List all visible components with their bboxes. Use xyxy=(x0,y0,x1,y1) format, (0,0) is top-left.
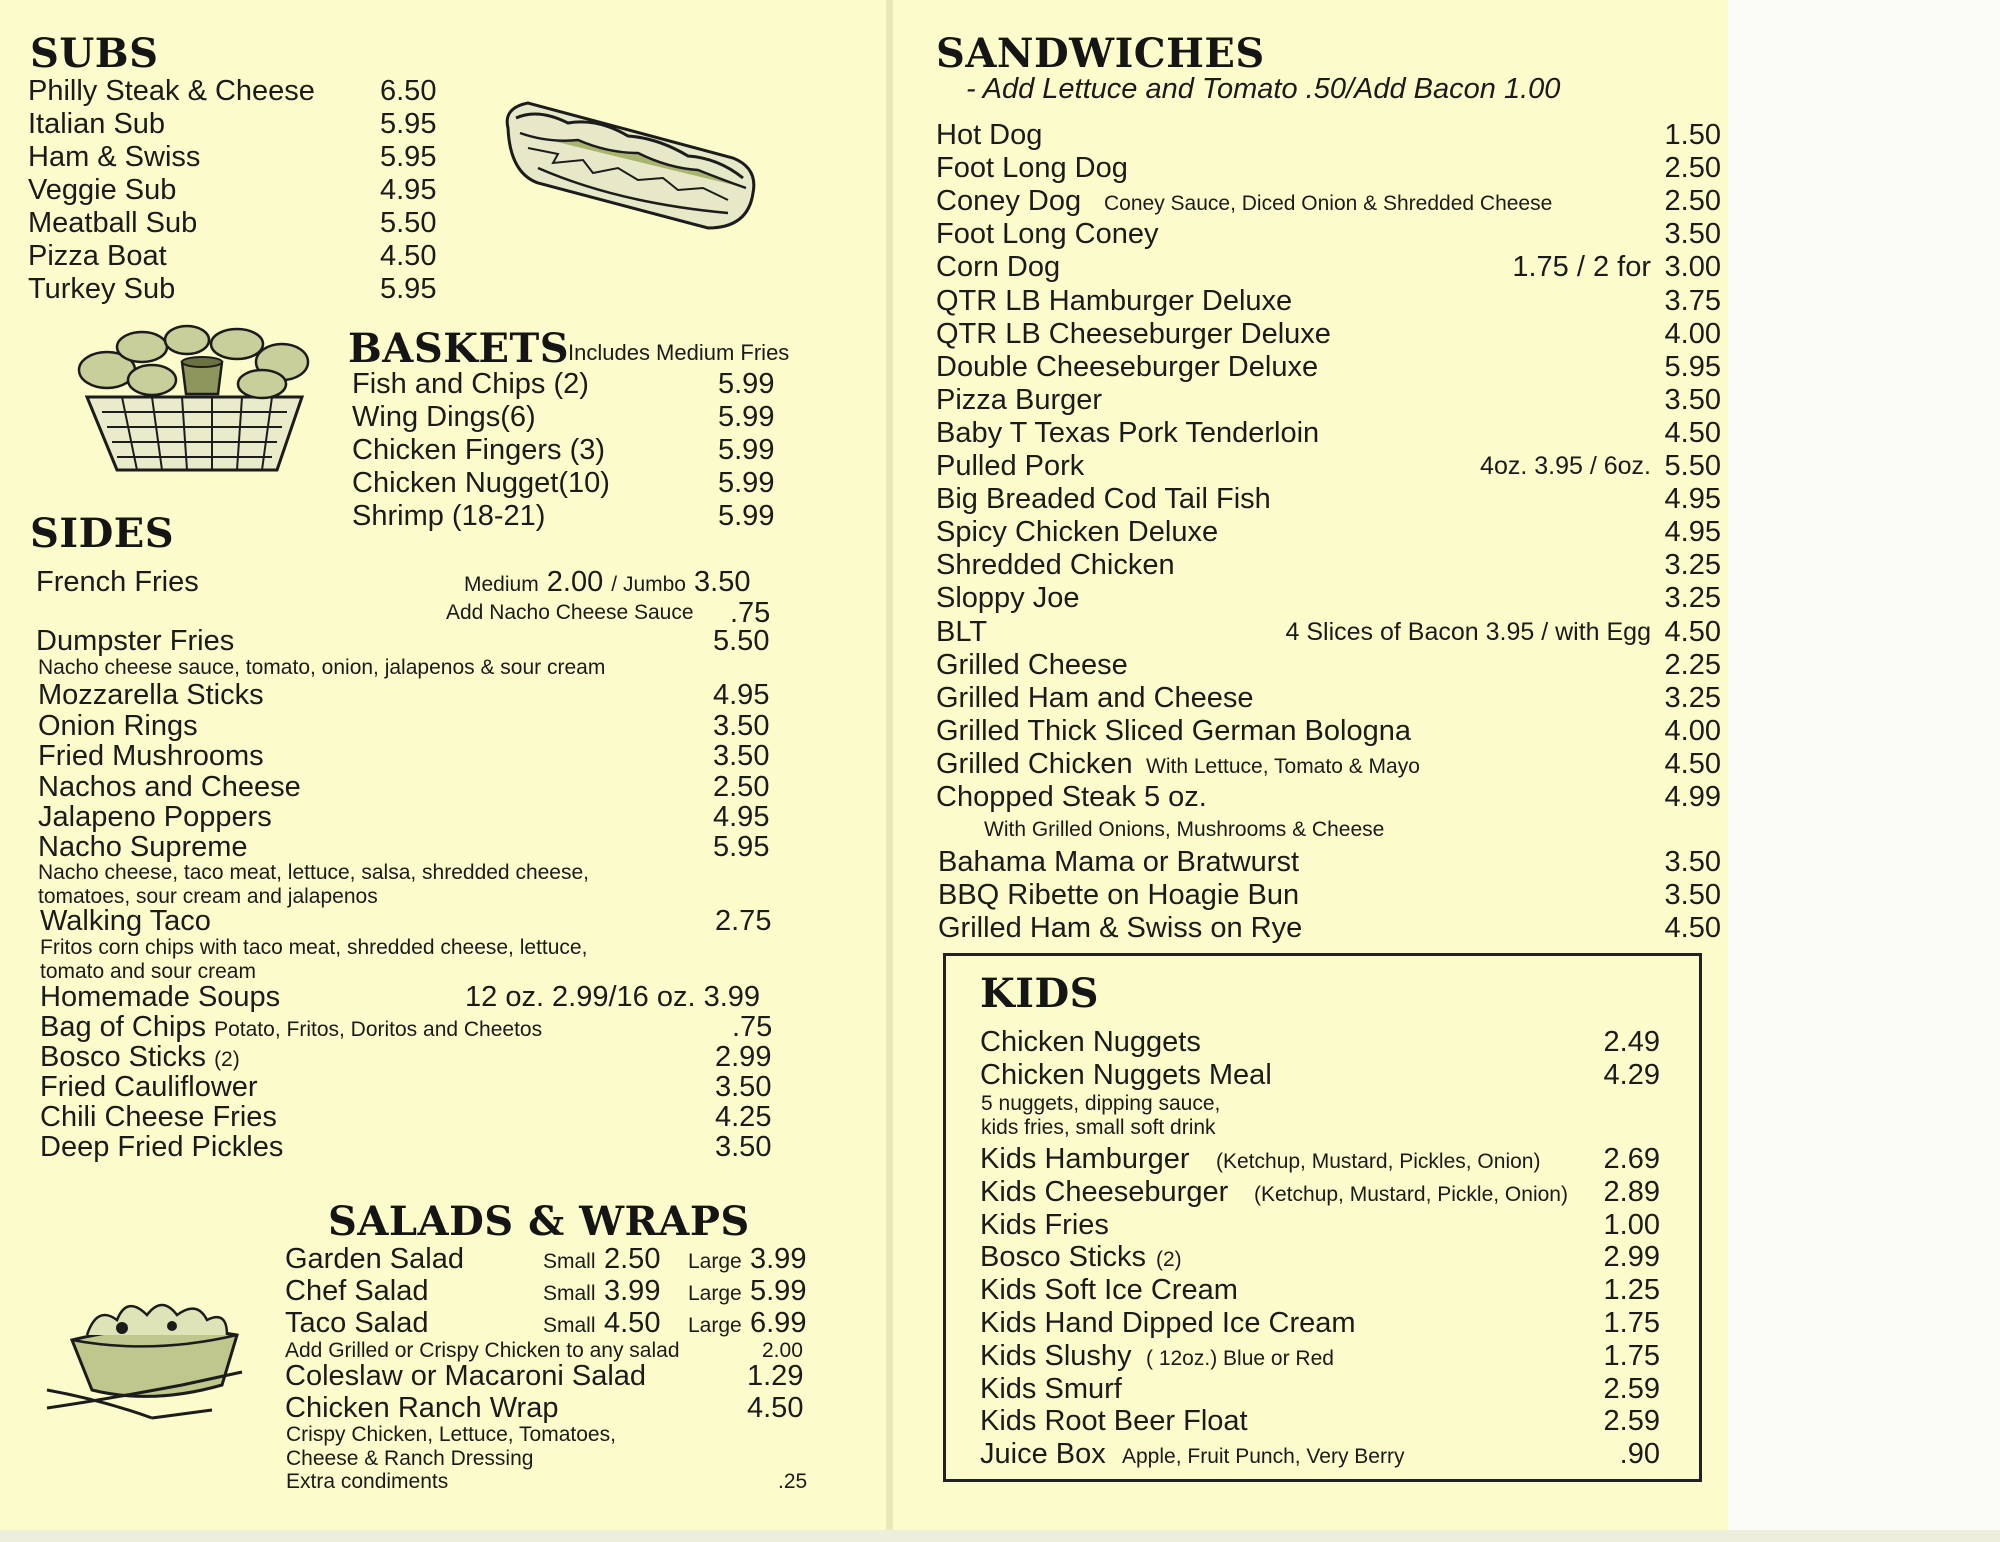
item-price: 5.95 xyxy=(1664,350,1721,383)
menu-item xyxy=(936,548,1721,582)
item-name: Taco Salad xyxy=(285,1307,429,1339)
item-price: 5.99 xyxy=(718,467,775,499)
size-label: Large xyxy=(688,1314,742,1337)
item-name: Dumpster Fries xyxy=(36,625,235,657)
item-description: Nacho cheese sauce, tomato, onion, jalapenos & sour cream xyxy=(38,656,606,679)
menu-item xyxy=(28,173,458,207)
item-price: 4.95 xyxy=(713,801,770,833)
subs-heading: SUBS xyxy=(30,30,159,77)
sandwiches-heading: SANDWICHES xyxy=(936,30,1265,77)
item-name: Kids Slushy xyxy=(980,1339,1132,1372)
item-price: 3.50 xyxy=(1664,383,1721,416)
item-price: 3.50 xyxy=(1664,879,1721,911)
item-name: Coleslaw or Macaroni Salad xyxy=(285,1360,647,1392)
item-name: Baby T Texas Pork Tenderloin xyxy=(936,416,1320,449)
item-price: 1.00 xyxy=(1603,1208,1660,1241)
item-price: 4.00 xyxy=(1664,317,1721,350)
sandwiches-subtitle: - Add Lettuce and Tomato .50/Add Bacon 1.00 xyxy=(966,73,1561,105)
item-price: .75 xyxy=(730,597,771,629)
item-price: 4.95 xyxy=(380,174,437,206)
menu-item xyxy=(285,1359,805,1393)
menu-item xyxy=(28,74,458,108)
item-price: 5.99 xyxy=(718,500,775,532)
item-name: Chicken Fingers (3) xyxy=(352,434,606,466)
item-price: 3.50 xyxy=(1664,846,1721,878)
item-price: 1.75 xyxy=(1603,1339,1660,1372)
item-detail: With Lettuce, Tomato & Mayo xyxy=(1146,754,1420,778)
menu-item xyxy=(28,272,458,306)
item-name: Juice Box xyxy=(980,1438,1106,1471)
item-description: tomatoes, sour cream and jalapenos xyxy=(38,885,378,908)
item-name: Chef Salad xyxy=(285,1275,429,1307)
menu-item xyxy=(38,770,778,804)
item-price: 2.69 xyxy=(1603,1143,1660,1175)
menu-item xyxy=(980,1025,1660,1059)
size-label: Small xyxy=(543,1282,596,1305)
item-name: Homemade Soups xyxy=(40,981,281,1013)
menu-item xyxy=(352,499,782,533)
item-price: 2.99 xyxy=(1603,1241,1660,1274)
item-price: 6.50 xyxy=(380,75,437,107)
menu-item xyxy=(36,565,776,599)
item-description: With Grilled Onions, Mushrooms & Cheese xyxy=(984,818,1385,841)
item-name: Kids Root Beer Float xyxy=(980,1405,1248,1438)
baskets-heading: BASKETS xyxy=(348,325,570,372)
item-name: Shrimp (18-21) xyxy=(352,500,546,532)
item-price: 12 oz. 2.99/16 oz. 3.99 xyxy=(465,981,761,1013)
item-price: 4.29 xyxy=(1603,1059,1660,1091)
price-options: 4 Slices of Bacon 3.95 / with Egg xyxy=(1285,617,1651,646)
addon-label: Extra condiments xyxy=(286,1470,449,1493)
menu-item xyxy=(285,1391,805,1425)
item-name: Grilled Thick Sliced German Bologna xyxy=(936,714,1411,747)
menu-addon xyxy=(286,1468,806,1496)
menu-item xyxy=(980,1372,1660,1406)
item-name: Grilled Cheese xyxy=(936,648,1128,681)
item-price: 1.25 xyxy=(1603,1274,1660,1307)
item-price: 5.99 xyxy=(718,401,775,433)
item-price: 2.00 xyxy=(546,566,604,598)
item-name: Grilled Chicken xyxy=(936,747,1133,780)
menu-item xyxy=(352,400,782,434)
menu-item xyxy=(936,284,1721,318)
item-price: 2.00 xyxy=(762,1339,803,1362)
item-name: Pulled Pork xyxy=(936,450,1085,482)
item-price: 2.25 xyxy=(1664,648,1721,681)
menu-item xyxy=(980,1058,1660,1092)
page-fold xyxy=(886,0,893,1542)
salads-heading: SALADS & WRAPS xyxy=(328,1198,750,1245)
item-price: 1.29 xyxy=(747,1360,804,1392)
item-name: Corn Dog xyxy=(936,251,1061,284)
item-description: Nacho cheese, taco meat, lettuce, salsa, shredded cheese, xyxy=(38,861,589,884)
item-price: 6.99 xyxy=(750,1307,807,1339)
menu-item xyxy=(936,714,1721,748)
menu-item xyxy=(980,1273,1660,1307)
menu-item xyxy=(285,1242,815,1276)
item-name: Italian Sub xyxy=(28,108,166,140)
item-name: Foot Long Coney xyxy=(936,218,1159,251)
menu-item xyxy=(936,317,1721,351)
menu-item xyxy=(936,581,1721,615)
item-price: 3.50 xyxy=(694,566,751,598)
item-description: tomato and sour cream xyxy=(40,960,256,983)
item-name: Chicken Nugget(10) xyxy=(352,467,610,499)
item-name: Wing Dings(6) xyxy=(352,401,536,433)
size-label: / Jumbo xyxy=(611,573,686,596)
menu-item xyxy=(40,1040,780,1074)
item-name: Nacho Supreme xyxy=(38,831,248,863)
menu-item xyxy=(980,1240,1660,1274)
menu-item xyxy=(40,1070,780,1104)
size-label: Large xyxy=(688,1282,742,1305)
item-price: 4.50 xyxy=(1664,912,1721,944)
size-label: Small xyxy=(543,1250,596,1273)
menu-item xyxy=(980,1437,1660,1471)
item-price: 3.99 xyxy=(750,1243,807,1275)
menu-item xyxy=(28,107,458,141)
item-price: 3.50 xyxy=(715,1131,772,1163)
item-price: 2.59 xyxy=(1603,1372,1660,1405)
menu-item xyxy=(352,367,782,401)
salad-bowl-illustration xyxy=(42,1290,252,1430)
item-name: Chicken Ranch Wrap xyxy=(285,1392,559,1424)
menu-item xyxy=(936,383,1721,417)
item-price: 4.95 xyxy=(1664,516,1721,549)
item-price: 2.50 xyxy=(713,770,770,803)
item-price: 5.50 xyxy=(1664,450,1721,482)
item-detail: (2) xyxy=(1156,1248,1182,1272)
item-name: Nachos and Cheese xyxy=(38,770,301,803)
item-name: Kids Smurf xyxy=(980,1372,1122,1405)
item-description: kids fries, small soft drink xyxy=(981,1116,1216,1139)
item-price: 5.50 xyxy=(380,207,437,239)
item-name: Turkey Sub xyxy=(28,273,176,305)
item-price: 4.50 xyxy=(604,1307,661,1339)
item-name: Chopped Steak 5 oz. xyxy=(936,781,1207,813)
item-detail: Apple, Fruit Punch, Very Berry xyxy=(1122,1445,1405,1469)
item-name: Pizza Burger xyxy=(936,383,1103,416)
menu-item xyxy=(980,1306,1660,1340)
item-price: 3.00 xyxy=(1664,251,1721,284)
menu-item xyxy=(938,845,1721,879)
size-label: Small xyxy=(543,1314,596,1337)
item-price: 3.50 xyxy=(713,709,770,742)
item-price: 3.99 xyxy=(604,1275,661,1307)
menu-item xyxy=(285,1274,815,1308)
item-name: Philly Steak & Cheese xyxy=(28,75,315,107)
item-price: 3.75 xyxy=(1664,284,1721,317)
item-detail: (Ketchup, Mustard, Pickles, Onion) xyxy=(1216,1150,1541,1173)
menu-item xyxy=(936,184,1721,218)
item-name: Fish and Chips (2) xyxy=(352,368,589,400)
item-price: 5.95 xyxy=(380,273,437,305)
item-detail: Potato, Fritos, Doritos and Cheetos xyxy=(214,1018,543,1041)
item-name: Bahama Mama or Bratwurst xyxy=(938,846,1300,878)
item-description: Crispy Chicken, Lettuce, Tomatoes, xyxy=(286,1423,616,1446)
item-price: 4.00 xyxy=(1664,714,1721,747)
item-price: 3.25 xyxy=(1664,549,1721,582)
menu-item xyxy=(38,678,778,712)
menu-item xyxy=(936,449,1721,483)
sub-sandwich-illustration xyxy=(498,88,763,243)
menu-item xyxy=(40,980,780,1014)
item-price: 2.75 xyxy=(715,905,772,937)
menu-item xyxy=(938,911,1721,945)
menu-item xyxy=(36,624,776,658)
menu-item xyxy=(980,1339,1660,1373)
item-price: .90 xyxy=(1619,1438,1660,1471)
menu-item xyxy=(38,830,778,864)
item-name: Spicy Chicken Deluxe xyxy=(936,516,1219,549)
menu-item xyxy=(936,250,1721,284)
item-price: .75 xyxy=(732,1011,773,1043)
menu-item xyxy=(936,118,1721,152)
item-price: 5.99 xyxy=(718,434,775,466)
item-name: Fried Mushrooms xyxy=(38,740,264,772)
menu-item xyxy=(40,904,780,938)
size-label: Large xyxy=(688,1250,742,1273)
menu-item xyxy=(980,1142,1660,1176)
menu-item xyxy=(40,1100,780,1134)
item-price: 5.95 xyxy=(380,108,437,140)
item-price: 2.59 xyxy=(1603,1405,1660,1438)
menu-item xyxy=(936,615,1721,649)
item-price: 1.50 xyxy=(1664,119,1721,151)
menu-item xyxy=(936,217,1721,251)
item-name: Kids Hand Dipped Ice Cream xyxy=(980,1307,1356,1339)
item-name: Chili Cheese Fries xyxy=(40,1101,277,1133)
addon-label: Add Nacho Cheese Sauce xyxy=(446,601,694,624)
item-name: Meatball Sub xyxy=(28,207,198,239)
item-price: 5.95 xyxy=(713,831,770,863)
item-name: Kids Soft Ice Cream xyxy=(980,1274,1238,1307)
item-price: 2.50 xyxy=(1664,152,1721,185)
item-price: 2.99 xyxy=(715,1041,772,1073)
item-name: Walking Taco xyxy=(40,905,211,937)
item-name: Grilled Ham and Cheese xyxy=(936,681,1254,714)
item-detail: ( 12oz.) Blue or Red xyxy=(1146,1346,1334,1370)
addon-label: Add Grilled or Crispy Chicken to any salad xyxy=(285,1339,680,1362)
menu-item xyxy=(936,151,1721,185)
menu-item xyxy=(936,681,1721,715)
item-price: 3.50 xyxy=(1664,218,1721,251)
scan-margin xyxy=(0,1530,2000,1542)
menu-item xyxy=(936,747,1721,781)
item-price: 3.25 xyxy=(1664,582,1721,615)
menu-item xyxy=(352,433,782,467)
item-name: Fried Cauliflower xyxy=(40,1071,258,1103)
item-description: 5 nuggets, dipping sauce, xyxy=(981,1092,1221,1115)
menu-item xyxy=(28,140,458,174)
menu-item xyxy=(38,800,778,834)
item-price: 2.50 xyxy=(1664,185,1721,218)
menu-item xyxy=(980,1404,1660,1438)
item-detail: Coney Sauce, Diced Onion & Shredded Cheese xyxy=(1104,192,1553,216)
item-name: Onion Rings xyxy=(38,709,198,742)
item-price: 3.25 xyxy=(1664,681,1721,714)
item-name: QTR LB Hamburger Deluxe xyxy=(936,284,1293,317)
menu-item xyxy=(936,482,1721,516)
item-name: Grilled Ham & Swiss on Rye xyxy=(938,912,1303,944)
item-name: Big Breaded Cod Tail Fish xyxy=(936,483,1271,516)
item-detail: (2) xyxy=(214,1048,240,1071)
baskets-note: Includes Medium Fries xyxy=(568,340,790,365)
menu-item xyxy=(40,1010,780,1044)
item-price: 4.50 xyxy=(1664,747,1721,780)
item-price: 3.50 xyxy=(715,1071,772,1103)
price-options: 1.75 / 2 for xyxy=(1512,251,1651,284)
item-price: 5.99 xyxy=(750,1275,807,1307)
item-price: 4.50 xyxy=(1664,416,1721,449)
sides-heading: SIDES xyxy=(30,510,175,557)
item-name: Kids Hamburger xyxy=(980,1143,1190,1175)
item-price: 2.89 xyxy=(1603,1175,1660,1208)
menu-item xyxy=(936,780,1721,814)
item-price: 3.50 xyxy=(713,740,770,772)
item-name: Hot Dog xyxy=(936,119,1043,151)
menu-item xyxy=(980,1175,1660,1209)
item-name: Foot Long Dog xyxy=(936,152,1128,185)
item-description: Fritos corn chips with taco meat, shredded cheese, lettuce, xyxy=(40,936,588,959)
item-name: BBQ Ribette on Hoagie Bun xyxy=(938,879,1300,911)
item-name: Coney Dog xyxy=(936,185,1082,218)
item-price: 5.50 xyxy=(713,625,770,657)
item-name: Chicken Nuggets Meal xyxy=(980,1059,1272,1091)
item-name: Jalapeno Poppers xyxy=(38,801,272,833)
item-price: 4.50 xyxy=(747,1392,804,1424)
item-detail: (Ketchup, Mustard, Pickle, Onion) xyxy=(1254,1182,1568,1206)
menu-item xyxy=(980,1208,1660,1242)
item-name: Kids Cheeseburger xyxy=(980,1175,1229,1208)
item-price: 4.50 xyxy=(380,240,437,272)
item-name: Garden Salad xyxy=(285,1243,464,1275)
item-name: Mozzarella Sticks xyxy=(38,679,264,711)
menu-item xyxy=(938,878,1721,912)
menu-item xyxy=(352,466,782,500)
item-name: Chicken Nuggets xyxy=(980,1026,1201,1058)
menu-item xyxy=(936,350,1721,384)
item-price: 2.49 xyxy=(1603,1026,1660,1058)
item-price: 5.99 xyxy=(718,368,775,400)
item-price: 4.50 xyxy=(1664,615,1721,648)
item-description: Cheese & Ranch Dressing xyxy=(286,1447,534,1470)
item-name: Double Cheeseburger Deluxe xyxy=(936,350,1319,383)
item-name: Deep Fried Pickles xyxy=(40,1131,284,1163)
item-name: Bosco Sticks xyxy=(40,1041,206,1073)
menu-item xyxy=(28,206,458,240)
item-price: 2.50 xyxy=(604,1243,661,1275)
item-name: Bosco Sticks xyxy=(980,1241,1146,1274)
item-name: Ham & Swiss xyxy=(28,141,201,173)
item-price: .25 xyxy=(778,1470,808,1493)
item-name: Sloppy Joe xyxy=(936,582,1080,615)
menu-item xyxy=(936,648,1721,682)
item-name: French Fries xyxy=(36,566,199,598)
menu-item xyxy=(936,515,1721,549)
item-name: Bag of Chips xyxy=(40,1011,207,1043)
menu-item xyxy=(28,239,458,273)
item-name: Veggie Sub xyxy=(28,174,177,206)
menu-item xyxy=(40,1130,780,1164)
menu-item xyxy=(38,709,778,743)
item-price: 1.75 xyxy=(1603,1307,1660,1339)
item-price: 4.95 xyxy=(713,679,770,711)
size-label: Medium xyxy=(464,573,539,596)
menu-item xyxy=(285,1306,815,1340)
wings-basket-illustration xyxy=(62,322,327,477)
kids-heading: KIDS xyxy=(980,970,1100,1017)
menu-item xyxy=(38,739,778,773)
item-price: 4.95 xyxy=(1664,483,1721,516)
menu-item xyxy=(936,416,1721,450)
item-name: Pizza Boat xyxy=(28,240,167,272)
item-name: BLT xyxy=(936,615,988,648)
item-price: 4.99 xyxy=(1664,781,1721,813)
item-price: 4.25 xyxy=(715,1101,772,1133)
item-price: 5.95 xyxy=(380,141,437,173)
item-name: QTR LB Cheeseburger Deluxe xyxy=(936,317,1331,350)
item-name: Shredded Chicken xyxy=(936,549,1175,582)
item-name: Kids Fries xyxy=(980,1208,1109,1241)
price-options: 4oz. 3.95 / 6oz. xyxy=(1480,452,1651,480)
